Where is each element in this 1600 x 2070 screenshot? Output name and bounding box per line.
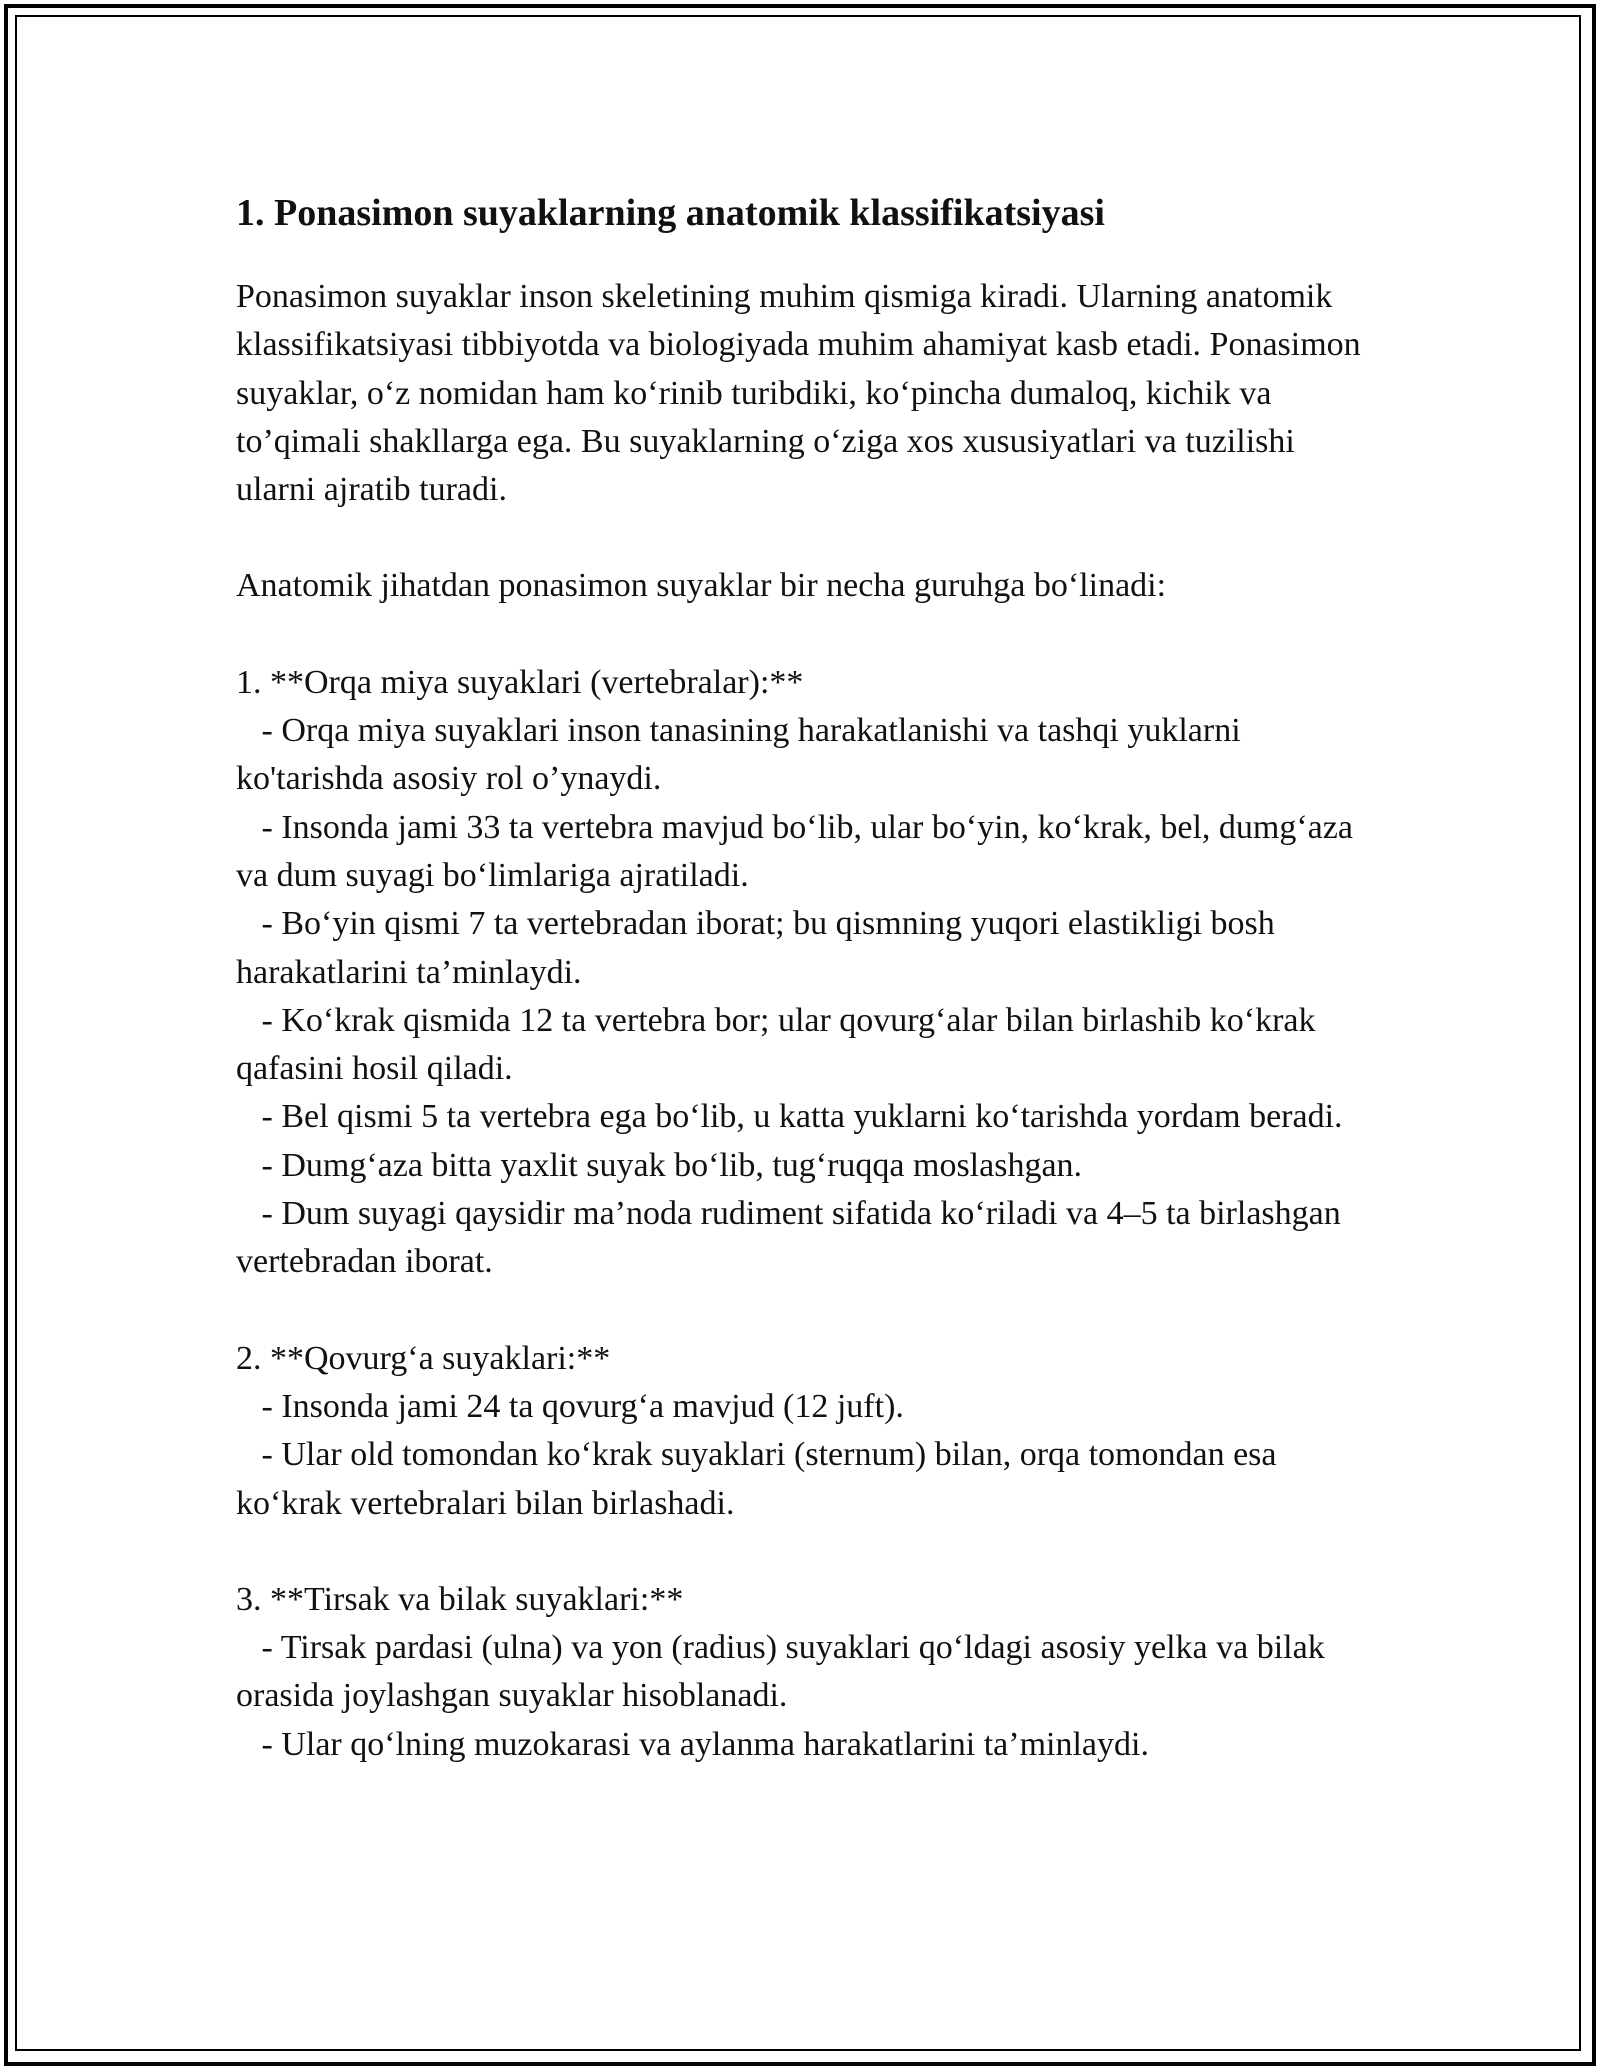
section-heading: 1. **Orqa miya suyaklari (vertebralar):** xyxy=(236,663,804,701)
list-item: - Tirsak pardasi (ulna) va yon (radius) suyaklari qo‘ldagi asosiy yelka va bilak orasida joylashgan suyaklar hisoblanadi. xyxy=(236,1629,1334,1715)
groups-intro-paragraph: Anatomik jihatdan ponasimon suyaklar bir necha guruhga bo‘linadi: xyxy=(236,567,1167,605)
list-item: - Orqa miya suyaklari inson tanasining harakatlanishi va tashqi yuklarni ko'tarishda asosiy rol o’ynaydi. xyxy=(236,712,1250,798)
list-item: - Dumg‘aza bitta yaxlit suyak bo‘lib, tug‘ruqqa moslashgan. xyxy=(236,1146,1083,1184)
section-heading: 3. **Tirsak va bilak suyaklari:** xyxy=(236,1580,684,1618)
intro-paragraph: Ponasimon suyaklar inson skeletining muhim qismiga kiradi. Ularning anatomik klassifikatsiyasi tibbiyotda va biologiyada muhim ahamiyat kasb etadi. Ponasimon suyaklar, o‘z nomidan ham ko‘rinib turibdiki, ko‘pincha dumaloq, kichik va to’qimali shakllarga ega. Bu suyaklarning o‘ziga xos xususiyatlari va tuzilishi ularni ajratib turadi. xyxy=(236,278,1361,509)
document-title: 1. Ponasimon suyaklarning anatomik klassifikatsiyasi xyxy=(236,192,1105,234)
list-item: - Ular old tomondan ko‘krak suyaklari (sternum) bilan, orqa tomondan esa ko‘krak vertebralari bilan birlashadi. xyxy=(236,1436,1286,1522)
list-item: - Dum suyagi qaysidir ma’noda rudiment sifatida ko‘riladi va 4–5 ta birlashgan vertebradan iborat. xyxy=(236,1195,1350,1281)
list-item: - Insonda jami 24 ta qovurg‘a mavjud (12 juft). xyxy=(236,1387,904,1425)
list-item: - Bo‘yin qismi 7 ta vertebradan iborat; bu qismning yuqori elastikligi bosh harakatlarini ta’minlaydi. xyxy=(236,905,1284,991)
list-item: - Bel qismi 5 ta vertebra ega bo‘lib, u katta yuklarni ko‘tarishda yordam beradi. xyxy=(236,1098,1343,1136)
section-forearm xyxy=(236,1576,1376,1769)
document-body xyxy=(236,184,1376,1769)
section-heading: 2. **Qovurg‘a suyaklari:** xyxy=(236,1339,611,1377)
list-item: - Insonda jami 33 ta vertebra mavjud bo‘lib, ular bo‘yin, ko‘krak, bel, dumg‘aza va dum suyagi bo‘limlariga ajratiladi. xyxy=(236,808,1362,894)
section-ribs xyxy=(236,1335,1376,1528)
list-item: - Ko‘krak qismida 12 ta vertebra bor; ular qovurg‘alar bilan birlashib ko‘krak qafasini hosil qiladi. xyxy=(236,1001,1324,1088)
list-item: - Ular qo‘lning muzokarasi va aylanma harakatlarini ta’minlaydi. xyxy=(236,1725,1149,1763)
section-vertebrae xyxy=(236,659,1376,1287)
